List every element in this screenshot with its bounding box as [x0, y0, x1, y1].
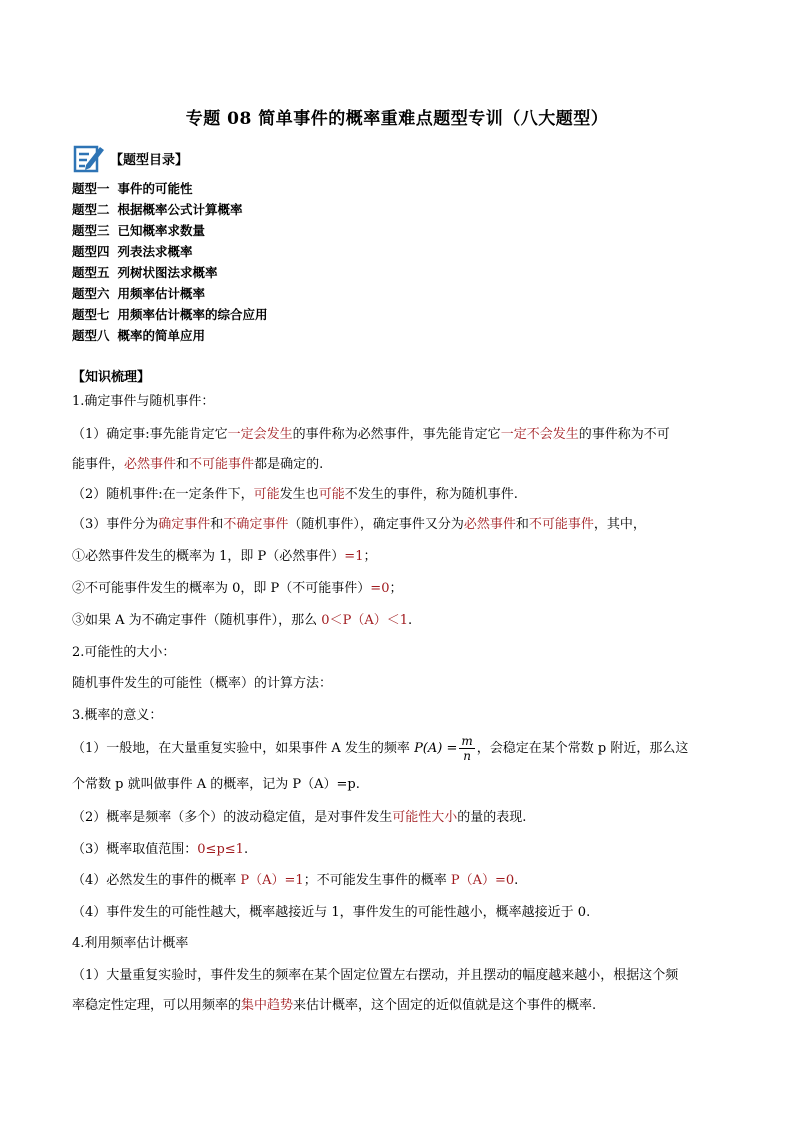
paragraph: （3）概率取值范围：0≤p≤1. [72, 842, 249, 857]
toc-item[interactable]: 题型七 用频率估计概率的综合应用 [72, 307, 268, 322]
section-1-heading: 1.确定事件与随机事件： [72, 394, 215, 409]
toc-item[interactable]: 题型八 概率的简单应用 [72, 328, 206, 343]
paragraph: （3）事件分为确定事件和不确定事件（随机事件），确定事件又分为必然事件和不可能事件，其中， [72, 517, 646, 532]
toc-list [72, 178, 268, 346]
paragraph: （4）事件发生的可能性越大，概率越接近与 1，事件发生的可能性越小，概率越接近于 0. [72, 905, 591, 920]
paragraph: 个常数 p 就叫做事件 A 的概率，记为 P（A）=p. [72, 777, 360, 792]
fraction: $\frac{m}{n}$ [461, 734, 473, 763]
paragraph: ①必然事件发生的概率为 1，即 P（必然事件）=1； [72, 549, 377, 564]
paragraph: ③如果 A 为不确定事件（随机事件），那么 0＜P（A）＜1. [72, 613, 413, 628]
toc-header [72, 141, 188, 175]
paragraph: （1）大量重复实验时，事件发生的频率在某个固定位置左右摆动，并且摆动的幅度越来越小，根据这个频 [72, 968, 679, 983]
section-4-heading: 4.利用频率估计概率 [72, 936, 189, 951]
paragraph: 率稳定性定理，可以用频率的集中趋势来估计概率，这个固定的近似值就是这个事件的概率. [72, 998, 597, 1013]
paragraph: 能事件，必然事件和不可能事件都是确定的. [72, 457, 324, 472]
toc-item[interactable]: 题型四 列表法求概率 [72, 244, 193, 259]
toc-item[interactable]: 题型一 事件的可能性 [72, 181, 193, 196]
toc-item[interactable]: 题型三 已知概率求数量 [72, 223, 206, 238]
toc-title: 【题型目录】 [110, 152, 189, 168]
edit-note-icon [72, 141, 106, 175]
page-title: 专题 08 简单事件的概率重难点题型专训（八大题型） [185, 109, 609, 129]
paragraph: （2）概率是频率（多个）的波动稳定值，是对事件发生可能性大小的量的表现. [72, 810, 527, 825]
toc-item[interactable]: 题型二 根据概率公式计算概率 [72, 202, 243, 217]
paragraph: （1）确定事:事先能肯定它一定会发生的事件称为必然事件，事先能肯定它一定不会发生的事件称为不可 [72, 427, 670, 442]
toc-item[interactable]: 题型五 列树状图法求概率 [72, 265, 218, 280]
paragraph: （1）一般地，在大量重复实验中，如果事件 A 发生的频率 P(A) = $\frac{m}{n}$ ，会稳定在某个常数 p 附近，那么这 [72, 734, 689, 763]
toc-item[interactable]: 题型六 用频率估计概率 [72, 286, 206, 301]
paragraph: 随机事件发生的可能性（概率）的计算方法： [72, 676, 333, 691]
probability-formula: P(A) = [414, 741, 458, 756]
paragraph: （4）必然发生的事件的概率 P（A）=1；不可能发生事件的概率 P（A）=0. [72, 873, 519, 888]
paragraph: ②不可能事件发生的概率为 0，即 P（不可能事件）=0； [72, 581, 403, 596]
paragraph: （2）随机事件:在一定条件下，可能发生也可能不发生的事件，称为随机事件. [72, 487, 518, 502]
section-3-heading: 3.概率的意义： [72, 708, 163, 723]
section-2-heading: 2.可能性的大小： [72, 645, 176, 660]
knowledge-title: 【知识梳理】 [72, 370, 151, 385]
